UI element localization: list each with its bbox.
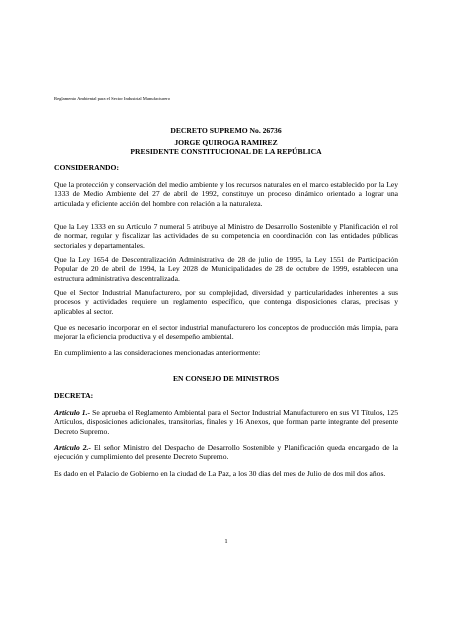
decreta-heading: DECRETA: [54, 391, 94, 400]
article-2 [54, 443, 398, 462]
article-1-label: Artículo 1.- [54, 408, 91, 417]
president-title: PRESIDENTE CONSTITUCIONAL DE LA REPÚBLICA [130, 147, 322, 156]
article-1 [54, 408, 398, 436]
president-name: JORGE QUIROGA RAMIREZ [174, 138, 278, 147]
considerando-paragraph-1: Que la protección y conservación del medio ambiente y los recursos naturales en el marco establecido por la Ley 1333 de Medio Ambiente del 27 de abril de 1992, constituye un proceso dinámico orientado a lograr una articulada y eficiente acción del hombre con relación a la naturaleza. [54, 180, 398, 208]
council-heading: EN CONSEJO DE MINISTROS [172, 374, 280, 383]
considerando-paragraph-4: Que el Sector Industrial Manufacturero, por su complejidad, diversidad y particularidades inherentes a sus procesos y actividades requiere un reglamento específico, que contenga disposiciones claras, precisas y aplicables al sector. [54, 288, 398, 316]
considerando-heading: CONSIDERANDO: [54, 163, 119, 172]
running-header: Reglamento Ambiental para el Sector Industrial Manufacturero [54, 96, 171, 101]
page-number: 1 [224, 538, 228, 545]
article-2-label: Artículo 2.- [54, 443, 91, 452]
decree-title: DECRETO SUPREMO No. 26736 [170, 126, 282, 135]
article-1-text: Se aprueba el Reglamento Ambiental para el Sector Industrial Manufacturero en sus VI Títulos, 125 Artículos, disposiciones adicionales, transitorias, finales y 16 Anexos, que forman parte integrante del presente Decreto Supremo. [54, 408, 398, 436]
considerando-paragraph-6: En cumplimiento a las consideraciones mencionadas anteriormente: [54, 348, 261, 357]
closing-paragraph: Es dado en el Palacio de Gobierno en la ciudad de La Paz, a los 30 días del mes de Julio de dos mil dos años. [54, 469, 386, 478]
article-2-text: El señor Ministro del Despacho de Desarrollo Sostenible y Planificación queda encargado de la ejecución y cumplimiento del presente Decreto Supremo. [54, 443, 398, 462]
considerando-paragraph-3: Que la Ley 1654 de Descentralización Administrativa de 28 de julio de 1995, la Ley 1551 de Participación Popular de 20 de abril de 1994, la Ley 2028 de Municipalidades de 28 de octubre de 1999, establecen una estructura administrativa descentralizada. [54, 255, 398, 283]
considerando-paragraph-2: Que la Ley 1333 en su Artículo 7 numeral 5 atribuye al Ministro de Desarrollo Sostenible y Planificación el rol de normar, regular y fiscalizar las actividades de su competencia en coordinación con las entidades públicas sectoriales y departamentales. [54, 222, 398, 250]
considerando-paragraph-5: Que es necesario incorporar en el sector industrial manufacturero los conceptos de producción más limpia, para mejorar la eficiencia productiva y el desempeño ambiental. [54, 323, 398, 342]
